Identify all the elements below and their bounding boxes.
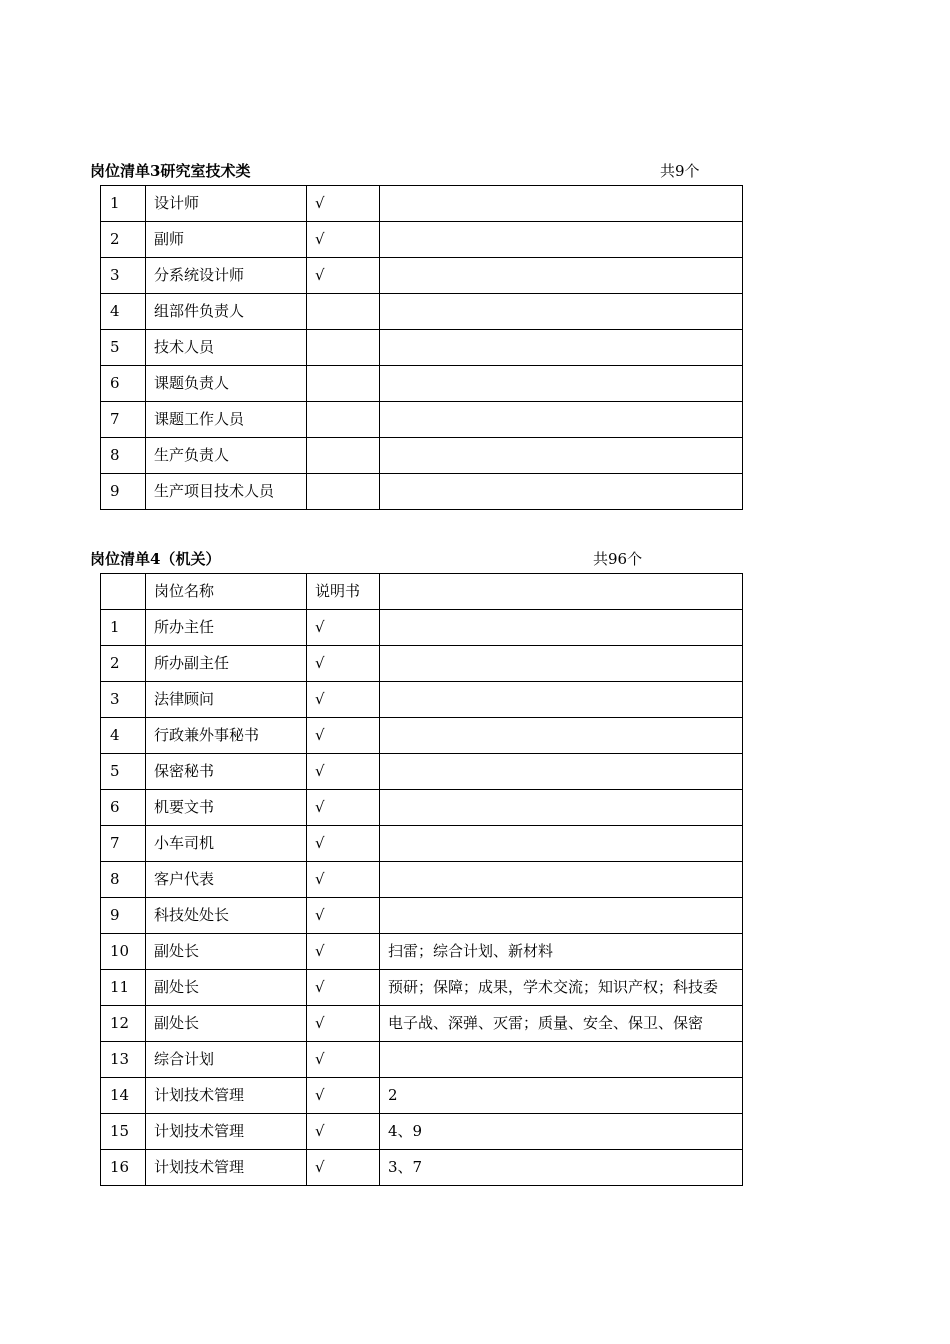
cell-note xyxy=(380,186,743,222)
cell-no: 15 xyxy=(101,1114,146,1150)
cell-no: 12 xyxy=(101,1006,146,1042)
cell-doc: √ xyxy=(307,1078,380,1114)
cell-note: 3、7 xyxy=(380,1150,743,1186)
cell-note xyxy=(380,222,743,258)
table-row xyxy=(101,826,743,862)
table-row xyxy=(101,1150,743,1186)
table-row xyxy=(101,402,743,438)
table-row xyxy=(101,970,743,1006)
cell-note xyxy=(380,258,743,294)
cell-name: 技术人员 xyxy=(146,330,307,366)
cell-note xyxy=(380,610,743,646)
cell-doc xyxy=(307,330,380,366)
cell-doc: √ xyxy=(307,754,380,790)
cell-no: 5 xyxy=(101,330,146,366)
cell-doc: √ xyxy=(307,718,380,754)
cell-no: 7 xyxy=(101,402,146,438)
cell-doc xyxy=(307,438,380,474)
cell-doc: √ xyxy=(307,1150,380,1186)
cell-note xyxy=(380,366,743,402)
cell-no: 7 xyxy=(101,826,146,862)
table-row xyxy=(101,1114,743,1150)
cell-note xyxy=(380,474,743,510)
cell-note xyxy=(380,438,743,474)
table-row xyxy=(101,682,743,718)
cell-name: 科技处处长 xyxy=(146,898,307,934)
cell-note xyxy=(380,646,743,682)
cell-name: 分系统设计师 xyxy=(146,258,307,294)
section3-count: 共9个 xyxy=(660,162,700,180)
cell-doc: √ xyxy=(307,826,380,862)
cell-doc: √ xyxy=(307,186,380,222)
cell-doc xyxy=(307,366,380,402)
table-row xyxy=(101,294,743,330)
cell-name: 副处长 xyxy=(146,970,307,1006)
cell-doc: √ xyxy=(307,610,380,646)
cell-doc: √ xyxy=(307,862,380,898)
cell-note xyxy=(380,862,743,898)
cell-name: 副师 xyxy=(146,222,307,258)
cell-note: 电子战、深弹、灭雷；质量、安全、保卫、保密 xyxy=(380,1006,743,1042)
cell-name: 生产项目技术人员 xyxy=(146,474,307,510)
cell-doc xyxy=(307,474,380,510)
table-row xyxy=(101,438,743,474)
cell-name: 计划技术管理 xyxy=(146,1150,307,1186)
cell-note xyxy=(380,754,743,790)
table-row xyxy=(101,474,743,510)
cell-name: 生产负责人 xyxy=(146,438,307,474)
table-row xyxy=(101,790,743,826)
header-no xyxy=(101,574,146,610)
cell-name: 所办主任 xyxy=(146,610,307,646)
cell-note xyxy=(380,790,743,826)
cell-doc: √ xyxy=(307,1114,380,1150)
cell-doc xyxy=(307,402,380,438)
cell-note xyxy=(380,1042,743,1078)
cell-name: 副处长 xyxy=(146,934,307,970)
table-row xyxy=(101,222,743,258)
cell-note xyxy=(380,294,743,330)
cell-note: 2 xyxy=(380,1078,743,1114)
section3-title: 岗位清单3研究室技术类 xyxy=(90,162,251,180)
cell-name: 行政兼外事秘书 xyxy=(146,718,307,754)
table-header-row xyxy=(101,574,743,610)
cell-note xyxy=(380,718,743,754)
cell-no: 8 xyxy=(101,438,146,474)
table-row xyxy=(101,646,743,682)
cell-name: 综合计划 xyxy=(146,1042,307,1078)
cell-name: 组部件负责人 xyxy=(146,294,307,330)
cell-doc: √ xyxy=(307,970,380,1006)
cell-name: 客户代表 xyxy=(146,862,307,898)
cell-no: 16 xyxy=(101,1150,146,1186)
cell-no: 14 xyxy=(101,1078,146,1114)
section4-count: 共96个 xyxy=(593,550,643,568)
table-row xyxy=(101,186,743,222)
cell-name: 所办副主任 xyxy=(146,646,307,682)
cell-doc: √ xyxy=(307,258,380,294)
table-row xyxy=(101,258,743,294)
table-row xyxy=(101,610,743,646)
cell-no: 8 xyxy=(101,862,146,898)
cell-name: 计划技术管理 xyxy=(146,1114,307,1150)
section4-title: 岗位清单4（机关） xyxy=(90,550,221,568)
cell-doc: √ xyxy=(307,646,380,682)
cell-doc: √ xyxy=(307,222,380,258)
cell-no: 3 xyxy=(101,682,146,718)
cell-no: 4 xyxy=(101,718,146,754)
cell-note xyxy=(380,330,743,366)
table-row xyxy=(101,898,743,934)
header-note xyxy=(380,574,743,610)
cell-doc: √ xyxy=(307,1042,380,1078)
cell-no: 9 xyxy=(101,474,146,510)
cell-no: 2 xyxy=(101,222,146,258)
cell-note: 4、9 xyxy=(380,1114,743,1150)
cell-name: 机要文书 xyxy=(146,790,307,826)
table-row xyxy=(101,1078,743,1114)
cell-doc: √ xyxy=(307,790,380,826)
cell-note xyxy=(380,826,743,862)
cell-no: 13 xyxy=(101,1042,146,1078)
cell-note xyxy=(380,402,743,438)
section4-table xyxy=(100,573,743,1186)
cell-no: 6 xyxy=(101,366,146,402)
table-row xyxy=(101,1042,743,1078)
cell-name: 计划技术管理 xyxy=(146,1078,307,1114)
cell-doc xyxy=(307,294,380,330)
cell-name: 保密秘书 xyxy=(146,754,307,790)
cell-name: 课题工作人员 xyxy=(146,402,307,438)
table-row xyxy=(101,862,743,898)
cell-note xyxy=(380,898,743,934)
table-row xyxy=(101,1006,743,1042)
table-row xyxy=(101,718,743,754)
table-row xyxy=(101,934,743,970)
cell-no: 11 xyxy=(101,970,146,1006)
cell-no: 3 xyxy=(101,258,146,294)
header-doc: 说明书 xyxy=(307,574,380,610)
cell-no: 5 xyxy=(101,754,146,790)
cell-name: 设计师 xyxy=(146,186,307,222)
header-name: 岗位名称 xyxy=(146,574,307,610)
cell-name: 法律顾问 xyxy=(146,682,307,718)
cell-no: 2 xyxy=(101,646,146,682)
cell-name: 小车司机 xyxy=(146,826,307,862)
cell-note: 扫雷；综合计划、新材料 xyxy=(380,934,743,970)
cell-no: 4 xyxy=(101,294,146,330)
cell-name: 副处长 xyxy=(146,1006,307,1042)
cell-no: 6 xyxy=(101,790,146,826)
cell-doc: √ xyxy=(307,682,380,718)
cell-doc: √ xyxy=(307,898,380,934)
section3-table xyxy=(100,185,743,510)
table-row xyxy=(101,330,743,366)
cell-name: 课题负责人 xyxy=(146,366,307,402)
cell-note: 预研；保障；成果，学术交流；知识产权；科技委 xyxy=(380,970,743,1006)
cell-no: 1 xyxy=(101,186,146,222)
cell-doc: √ xyxy=(307,934,380,970)
cell-doc: √ xyxy=(307,1006,380,1042)
cell-no: 1 xyxy=(101,610,146,646)
cell-note xyxy=(380,682,743,718)
table-row xyxy=(101,754,743,790)
cell-no: 9 xyxy=(101,898,146,934)
table-row xyxy=(101,366,743,402)
cell-no: 10 xyxy=(101,934,146,970)
